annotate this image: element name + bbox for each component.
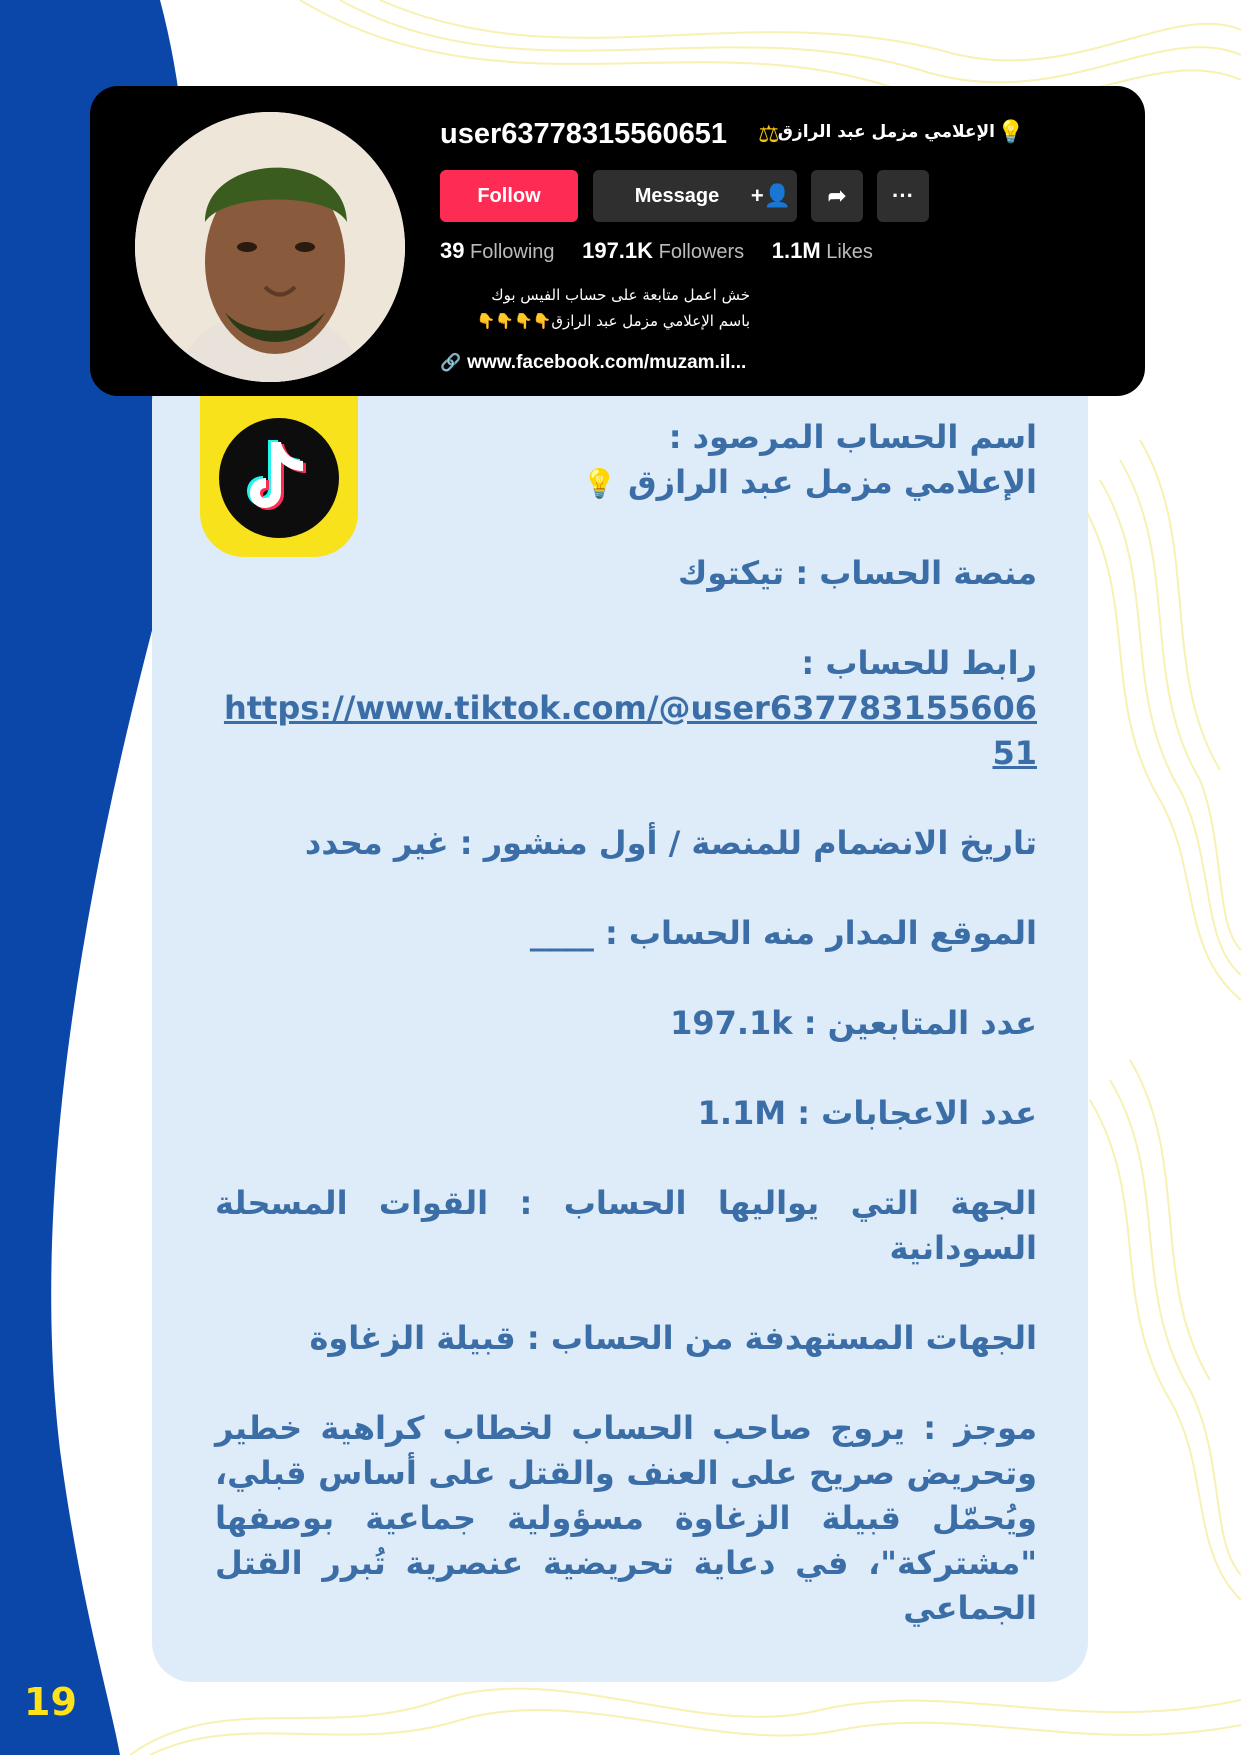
profile-link-text: www.facebook.com/muzam.il... — [467, 352, 747, 373]
profile-username: user63778315560651 — [440, 118, 728, 150]
more-options-icon[interactable]: ··· — [877, 170, 929, 222]
follow-button[interactable]: Follow — [440, 170, 578, 222]
join-date-field: تاريخ الانضمام للمنصة / أول منشور : غير محدد — [304, 824, 1037, 862]
affiliation-field: الجهة التي يواليها الحساب : القوات المسحلة السودانية — [215, 1184, 1037, 1267]
avatar[interactable] — [135, 112, 405, 382]
bio-line: خش اعمل متابعة على حساب الفيس بوك — [491, 286, 750, 304]
likes-field: عدد الاعجابات : 1.1M — [697, 1094, 1037, 1132]
summary-field: موجز : يروج صاحب الحساب لخطاب كراهية خطير وتحريض صريح على العنف والقتل على أساس قبلي، ويُحمّل قبيلة الزغاوة مسؤولية جماعية بوصفها "مشتركة"، في دعاية تحريضية عنصرية تُبرر القتل الجماعي — [215, 1409, 1037, 1627]
stat-following[interactable]: 39 Following — [440, 238, 555, 263]
platform-field: منصة الحساب : تيكتوك — [678, 554, 1037, 592]
bio-line: باسم الإعلامي مزمل عبد الرازق👇👇👇👇 — [476, 312, 750, 330]
add-friend-icon[interactable]: +👤 — [745, 170, 797, 222]
account-info — [215, 415, 1037, 1676]
profile-stats — [440, 238, 895, 264]
message-button[interactable]: Message — [593, 170, 761, 222]
followers-field: عدد المتابعين : 197.1k — [670, 1004, 1037, 1042]
share-icon[interactable]: ➦ — [811, 170, 863, 222]
page-number: 19 — [24, 1680, 77, 1724]
lightbulb-icon: 💡 — [997, 120, 1025, 145]
stat-followers[interactable]: 197.1K Followers — [582, 238, 745, 263]
profile-bio — [440, 282, 750, 334]
account-name-value: الإعلامي مزمل عبد الرازق — [628, 463, 1037, 501]
account-link[interactable]: https://www.tiktok.com/@user63778315560651 — [223, 689, 1037, 772]
location-field: الموقع المدار منه الحساب : ____ — [529, 914, 1037, 952]
account-link-label: رابط للحساب : — [801, 644, 1037, 682]
stat-likes: 1.1M Likes — [771, 238, 873, 263]
link-icon: 🔗 — [440, 353, 462, 372]
account-name-label: اسم الحساب المرصود : — [668, 418, 1037, 456]
account-name-field — [215, 415, 1037, 506]
avatar-image — [135, 112, 405, 382]
account-link-field — [215, 641, 1037, 776]
profile-link[interactable] — [440, 352, 746, 374]
profile-display-name: الإعلامي مزمل عبد الرازق — [777, 122, 995, 142]
lightbulb-icon: 💡 — [582, 467, 617, 500]
targeted-field: الجهات المستهدفة من الحساب : قبيلة الزغاوة — [309, 1319, 1037, 1357]
scale-icon: ⚖ — [758, 120, 780, 148]
